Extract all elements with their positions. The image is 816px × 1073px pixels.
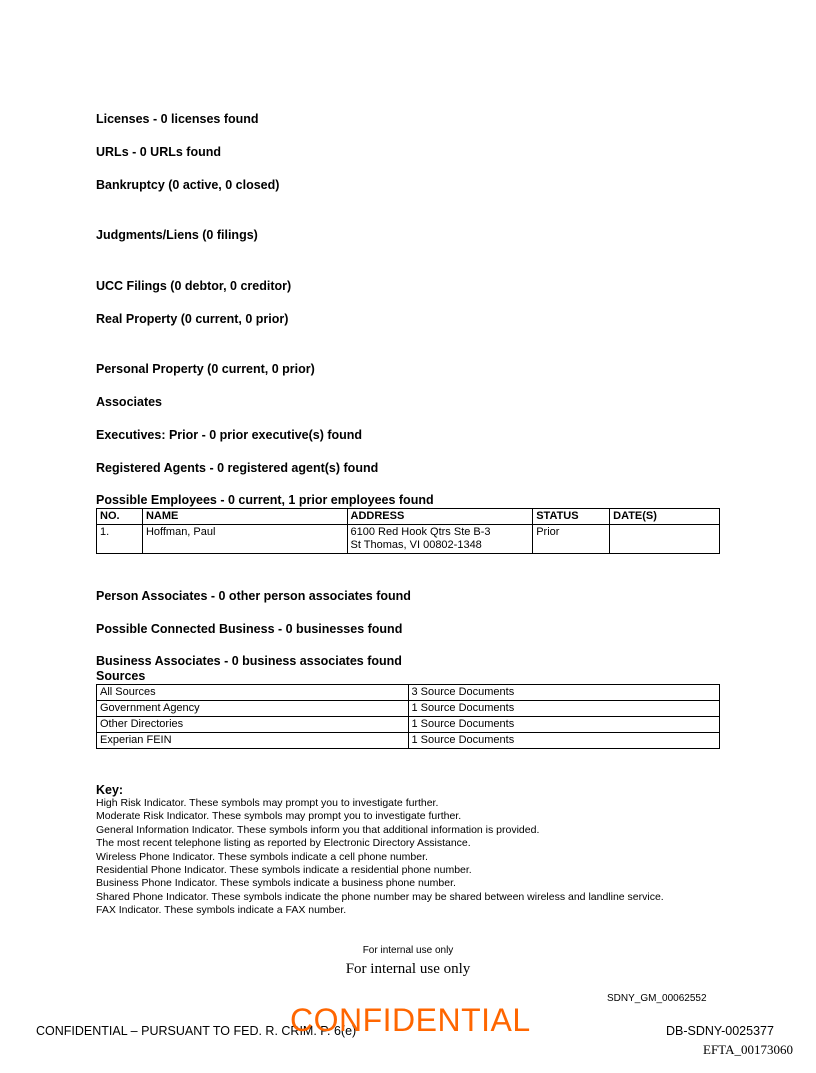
source-name: Other Directories — [97, 717, 409, 733]
key-line: Moderate Risk Indicator. These symbols may prompt you to investigate further. — [96, 810, 462, 823]
table-row — [97, 733, 720, 749]
table-row — [97, 701, 720, 717]
sources-heading: Sources — [96, 669, 146, 683]
internal-use-small: For internal use only — [362, 945, 454, 956]
header-name: NAME — [142, 509, 347, 525]
header-status: STATUS — [533, 509, 610, 525]
source-name: Government Agency — [97, 701, 409, 717]
header-no: NO. — [97, 509, 143, 525]
key-line: Wireless Phone Indicator. These symbols indicate a cell phone number. — [96, 850, 428, 863]
source-count: 1 Source Documents — [408, 717, 720, 733]
real-property-heading: Real Property (0 current, 0 prior) — [96, 312, 289, 326]
bankruptcy-heading: Bankruptcy (0 active, 0 closed) — [96, 178, 280, 192]
table-row — [97, 525, 720, 554]
key-line: FAX Indicator. These symbols indicate a FAX number. — [96, 904, 347, 917]
associates-heading: Associates — [96, 395, 163, 409]
key-line: Shared Phone Indicator. These symbols indicate the phone number may be shared between wireless and landline service. — [96, 890, 664, 903]
address-line-2: St Thomas, VI 00802-1348 — [350, 539, 482, 551]
internal-use-large: For internal use only — [345, 961, 471, 977]
key-line: High Risk Indicator. These symbols may prompt you to investigate further. — [96, 797, 439, 809]
key-line: The most recent telephone listing as reported by Electronic Directory Assistance. — [96, 837, 471, 850]
address-line-1: 6100 Red Hook Qtrs Ste B-3 — [350, 526, 491, 538]
source-name: All Sources — [97, 685, 409, 701]
header-dates: DATE(S) — [610, 509, 720, 525]
header-address: ADDRESS — [347, 509, 533, 525]
key-line: Residential Phone Indicator. These symbols indicate a residential phone number. — [96, 864, 472, 877]
confidential-stamp: CONFIDENTIAL — [290, 1002, 531, 1038]
efta-number: EFTA_00173060 — [703, 1042, 793, 1057]
judgments-heading: Judgments/Liens (0 filings) — [96, 228, 258, 242]
source-count: 3 Source Documents — [408, 685, 720, 701]
table-row — [97, 717, 720, 733]
bates-gm: SDNY_GM_00062552 — [607, 993, 707, 1004]
employee-dates — [610, 525, 720, 554]
business-associates-heading: Business Associates - 0 business associates found — [96, 654, 402, 668]
source-name: Experian FEIN — [97, 733, 409, 749]
employee-name: Hoffman, Paul — [142, 525, 347, 554]
urls-heading: URLs - 0 URLs found — [96, 145, 221, 159]
sources-table — [96, 684, 720, 749]
employee-no: 1. — [97, 525, 143, 554]
ucc-heading: UCC Filings (0 debtor, 0 creditor) — [96, 279, 292, 293]
executives-heading: Executives: Prior - 0 prior executive(s) found — [96, 428, 363, 442]
employees-header-row — [97, 509, 720, 525]
bates-db: DB-SDNY-0025377 — [666, 1024, 774, 1038]
employee-address — [347, 525, 533, 554]
key-line: General Information Indicator. These symbols inform you that additional information is provided. — [96, 823, 540, 836]
confidential-notice: CONFIDENTIAL – PURSUANT TO FED. R. CRIM. P. 6(e) — [36, 1024, 357, 1038]
source-count: 1 Source Documents — [408, 701, 720, 717]
person-associates-heading: Person Associates - 0 other person associates found — [96, 589, 411, 603]
connected-business-heading: Possible Connected Business - 0 businesses found — [96, 622, 403, 636]
key-title: Key: — [96, 783, 124, 797]
key-line: Business Phone Indicator. These symbols indicate a business phone number. — [96, 877, 456, 890]
personal-property-heading: Personal Property (0 current, 0 prior) — [96, 362, 315, 376]
possible-employees-heading: Possible Employees - 0 current, 1 prior employees found — [96, 493, 434, 507]
employee-status: Prior — [533, 525, 610, 554]
employees-table — [96, 508, 720, 554]
table-row — [97, 685, 720, 701]
source-count: 1 Source Documents — [408, 733, 720, 749]
licenses-heading: Licenses - 0 licenses found — [96, 112, 259, 126]
registered-agents-heading: Registered Agents - 0 registered agent(s) found — [96, 461, 379, 475]
key-section — [96, 783, 696, 918]
